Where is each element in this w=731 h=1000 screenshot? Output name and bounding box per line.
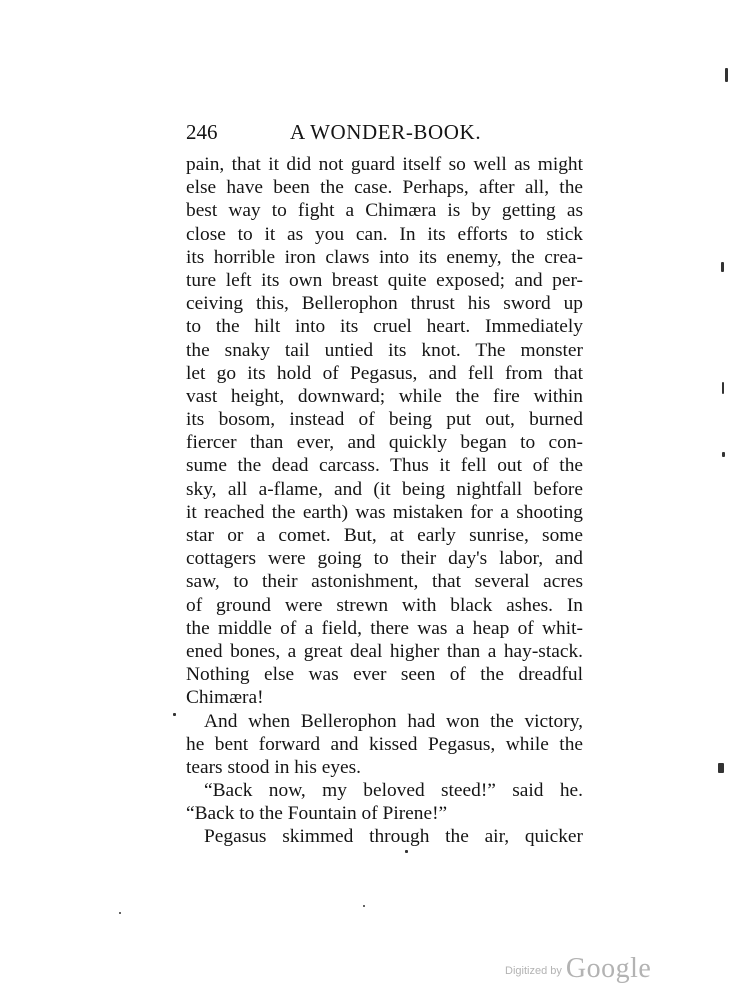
text-line: its bosom, instead of being put out, burned xyxy=(186,409,583,431)
text-line: it reached the earth) was mistaken for a shooting xyxy=(186,501,583,523)
text-line: Pegasus skimmed through the air, quicker xyxy=(204,826,583,848)
text-line: best way to fight a Chimæra is by getting as xyxy=(186,200,583,222)
text-line: sky, all a-flame, and (it being nightfall before xyxy=(186,478,583,500)
text-line: of ground were strewn with black ashes. In xyxy=(186,594,583,616)
scan-speck xyxy=(722,452,725,457)
text-line: ceiving this, Bellerophon thrust his sword up xyxy=(186,293,583,315)
text-line: saw, to their astonishment, that several acres xyxy=(186,571,583,593)
text-line: he bent forward and kissed Pegasus, while the xyxy=(186,733,583,755)
text-line: ture left its own breast quite exposed; and per- xyxy=(186,269,583,291)
scan-speck xyxy=(721,262,724,272)
page-header xyxy=(186,117,584,147)
text-line: else have been the case. Perhaps, after all, the xyxy=(186,177,583,199)
text-line: close to it as you can. In its efforts to stick xyxy=(186,223,583,245)
text-line: “Back now, my beloved steed!” said he. xyxy=(204,780,583,802)
text-line: let go its hold of Pegasus, and fell from that xyxy=(186,362,583,384)
text-line: sume the dead carcass. Thus it fell out of the xyxy=(186,455,583,477)
running-title: A WONDER-BOOK. xyxy=(290,120,482,144)
text-line: the middle of a field, there was a heap of whit- xyxy=(186,617,583,639)
google-logo: Google xyxy=(565,953,652,984)
text-line: And when Bellerophon had won the victory, xyxy=(204,710,583,732)
text-line: pain, that it did not guard itself so well as might xyxy=(186,154,583,175)
text-line: its horrible iron claws into its enemy, the crea- xyxy=(186,246,583,268)
text-line: the snaky tail untied its knot. The monster xyxy=(186,339,583,361)
scan-speck xyxy=(119,912,121,914)
text-line: Chimæra! xyxy=(186,687,264,709)
scan-speck xyxy=(405,850,408,853)
text-line: cottagers were going to their day's labor, and xyxy=(186,548,583,570)
scan-speck xyxy=(722,382,724,394)
scan-speck xyxy=(725,68,728,82)
watermark-prefix: Digitized by xyxy=(505,965,562,977)
google-watermark xyxy=(505,953,651,987)
text-line: ened bones, a great deal higher than a hay-stack. xyxy=(186,640,583,662)
text-line: to the hilt into its cruel heart. Immediately xyxy=(186,316,583,338)
page-number: 246 xyxy=(186,120,218,144)
scan-speck xyxy=(363,905,365,907)
scan-speck xyxy=(173,713,176,716)
body-text xyxy=(186,153,583,849)
text-line: tears stood in his eyes. xyxy=(186,756,362,778)
text-line: Nothing else was ever seen of the dreadful xyxy=(186,664,583,686)
text-line: vast height, downward; while the fire within xyxy=(186,385,583,407)
scan-speck xyxy=(718,763,724,773)
text-line: “Back to the Fountain of Pirene!” xyxy=(186,803,448,825)
text-line: fiercer than ever, and quickly began to con- xyxy=(186,432,583,454)
text-line: star or a comet. But, at early sunrise, some xyxy=(186,525,583,546)
